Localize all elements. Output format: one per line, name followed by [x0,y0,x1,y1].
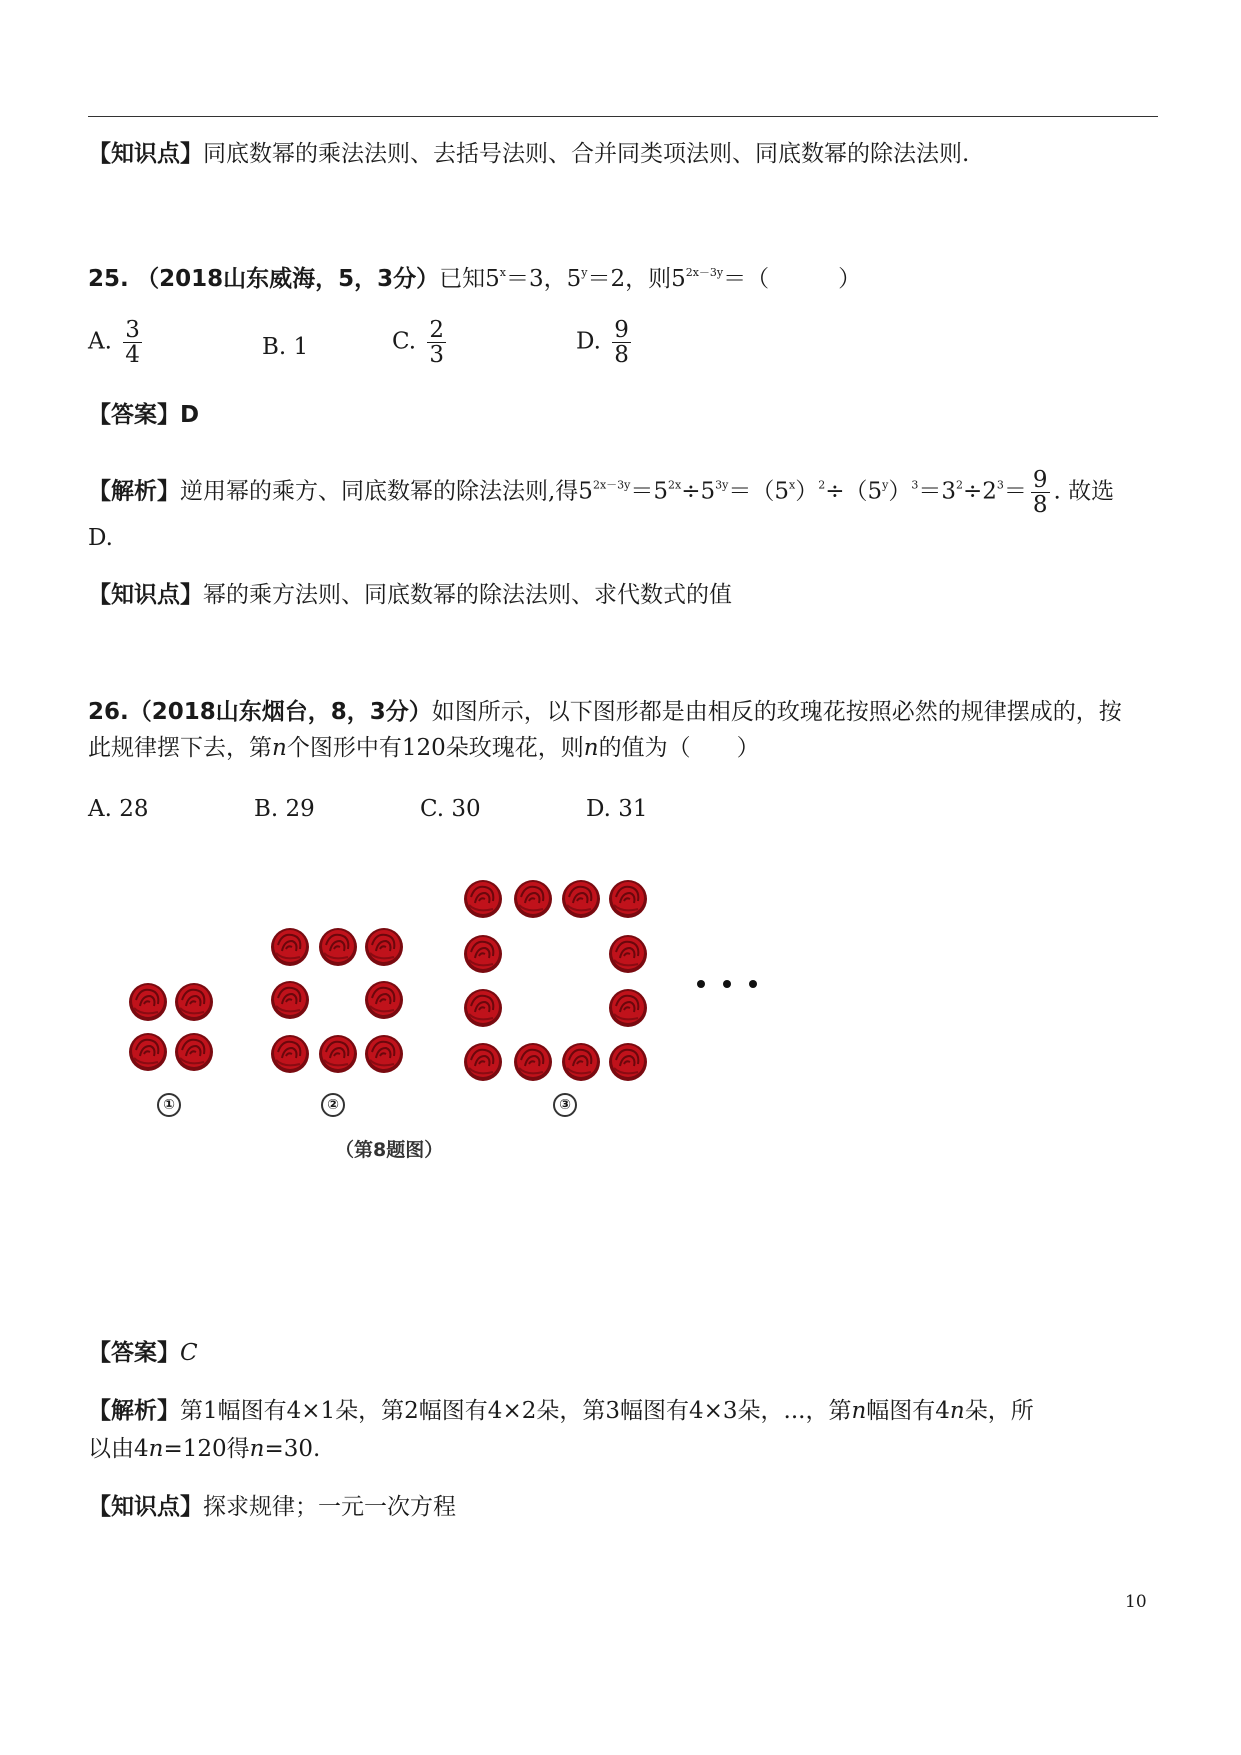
denominator: 8 [1032,492,1048,518]
answer-value: C [180,1340,198,1366]
analysis-text: ＝ [1003,478,1027,505]
option-d [576,318,635,367]
option-a [88,318,146,367]
variable: n [148,1436,164,1462]
exponent: 2 [818,478,826,492]
knowledge-label: 【知识点】 [88,582,203,608]
rose-icon [561,877,601,919]
q26-analysis-line1 [88,1396,1034,1426]
rose-icon [513,1040,553,1082]
analysis-text: . 故选 [1053,478,1115,505]
option-a: A. 28 [88,796,149,822]
stem-text: ＝2，则5 [587,266,686,292]
exponent: 2x [668,478,682,492]
analysis-text: ÷2 [962,478,997,505]
analysis-text: ） [795,478,819,505]
rose-icon [174,1030,214,1072]
exponent: x [499,266,506,279]
rose-icon [561,1040,601,1082]
stem-text: 此规律摆下去，第 [88,735,272,761]
q24-knowledge [88,139,969,169]
variable: n [949,1398,965,1424]
numerator: 3 [125,317,140,343]
q26-analysis-line2 [88,1434,320,1464]
rose-icon [128,980,168,1022]
option-label: A. [88,328,112,355]
q25-answer [88,400,199,430]
analysis-text: 朵，所 [964,1398,1034,1424]
analysis-label: 【解析】 [88,1398,180,1424]
analysis-text: ＝3 [918,478,956,505]
rose-icon [174,980,214,1022]
figure-caption: （第8题图） [335,1139,444,1161]
analysis-text: 第1幅图有4×1朵，第2幅图有4×2朵，第3幅图有4×3朵，...，第 [180,1398,852,1424]
ellipsis-dot [697,980,705,988]
analysis-text: ÷5 [681,478,716,505]
rose-icon [270,1032,310,1074]
answer-label: 【答案】 [88,1340,180,1366]
figure-label-3: ③ [553,1093,577,1117]
exponent: 3 [911,478,919,492]
rose-icon [318,1032,358,1074]
denominator: 3 [429,342,445,368]
question-source: （2018山东烟台，8，3分） [128,699,432,725]
knowledge-text: 幂的乘方法则、同底数幂的除法法则、求代数式的值 [203,582,732,608]
header-rule [88,116,1158,117]
exponent: 2x－3y [685,266,724,279]
q26-stem-line2 [88,733,760,763]
denominator: 4 [125,342,140,368]
option-label: C. [392,328,417,355]
knowledge-label: 【知识点】 [88,141,203,167]
variable: n [851,1398,867,1424]
question-number: 25. [88,266,129,292]
option-c: C. 30 [420,796,481,822]
q26-answer [88,1338,198,1368]
numerator: 9 [614,317,629,343]
analysis-text: 逆用幂的乘方、同底数幂的除法法则,得5 [180,478,593,505]
rose-icon [463,932,503,974]
q25-analysis-line2: D. [88,525,113,551]
exponent: 2 [955,478,963,492]
exponent: y [882,478,889,492]
analysis-text: ＝（5 [728,478,789,505]
ellipsis-dot [749,980,757,988]
stem-text: ＝3，5 [505,266,582,292]
rose-icon [463,1040,503,1082]
rose-icon [608,877,648,919]
question-source: （2018山东威海，5，3分） [136,266,440,292]
rose-icon [463,877,503,919]
exponent: 3 [996,478,1004,492]
analysis-text: =120得 [163,1436,250,1462]
analysis-text: ） [888,478,912,505]
rose-icon [608,932,648,974]
option-label: D. [576,328,601,355]
stem-text: ＝（ ） [723,266,862,292]
knowledge-text: 探求规律；一元一次方程 [203,1494,456,1520]
q25-stem [88,258,861,294]
denominator: 8 [614,342,629,368]
rose-icon [364,978,404,1020]
answer-label: 【答案】 [88,402,180,428]
analysis-text: 幅图有4 [866,1398,950,1424]
exponent: x [788,478,796,492]
stem-text: 已知5 [439,266,500,292]
fraction [427,318,446,367]
rose-icon [463,986,503,1028]
q26-knowledge [88,1492,456,1522]
rose-icon [364,925,404,967]
fraction [1031,468,1050,517]
exponent: 3y [715,478,729,492]
analysis-text: =30. [264,1436,321,1462]
rose-icon [513,877,553,919]
q25-knowledge [88,580,732,610]
answer-value: D [180,402,200,428]
variable: n [272,735,287,761]
option-c [392,318,450,367]
rose-icon [364,1032,404,1074]
numerator: 9 [1032,467,1048,493]
option-b: B. 1 [262,334,309,360]
question-number: 26. [88,699,129,725]
analysis-label: 【解析】 [88,478,180,505]
stem-text: 的值为（ ） [598,735,760,761]
stem-text: 如图所示，以下图形都是由相反的玫瑰花按照必然的规律摆成的，按 [431,699,1122,725]
rose-icon [270,925,310,967]
figure-label-1: ① [157,1093,181,1117]
variable: n [249,1436,265,1462]
q26-stem-line1 [88,697,1122,727]
fraction [612,318,631,367]
stem-text: 个图形中有120朵玫瑰花，则 [286,735,584,761]
option-d: D. 31 [586,796,648,822]
rose-icon [608,986,648,1028]
rose-icon [318,925,358,967]
rose-icon [128,1030,168,1072]
analysis-text: ＝5 [630,478,669,505]
ellipsis-dot [723,980,731,988]
numerator: 2 [429,317,445,343]
rose-icon [608,1040,648,1082]
knowledge-label: 【知识点】 [88,1494,203,1520]
fraction [123,318,142,367]
knowledge-text: 同底数幂的乘法法则、去括号法则、合并同类项法则、同底数幂的除法法则. [203,141,970,167]
figure-label-2: ② [321,1093,345,1117]
q25-analysis [88,468,1114,517]
analysis-text: 以由4 [88,1436,149,1462]
page-number: 10 [1125,1592,1147,1612]
variable: n [583,735,599,761]
exponent: 2x－3y [592,478,631,492]
exponent: y [581,266,588,279]
option-b: B. 29 [254,796,315,822]
rose-icon [270,978,310,1020]
analysis-text: ÷（5 [825,478,883,505]
